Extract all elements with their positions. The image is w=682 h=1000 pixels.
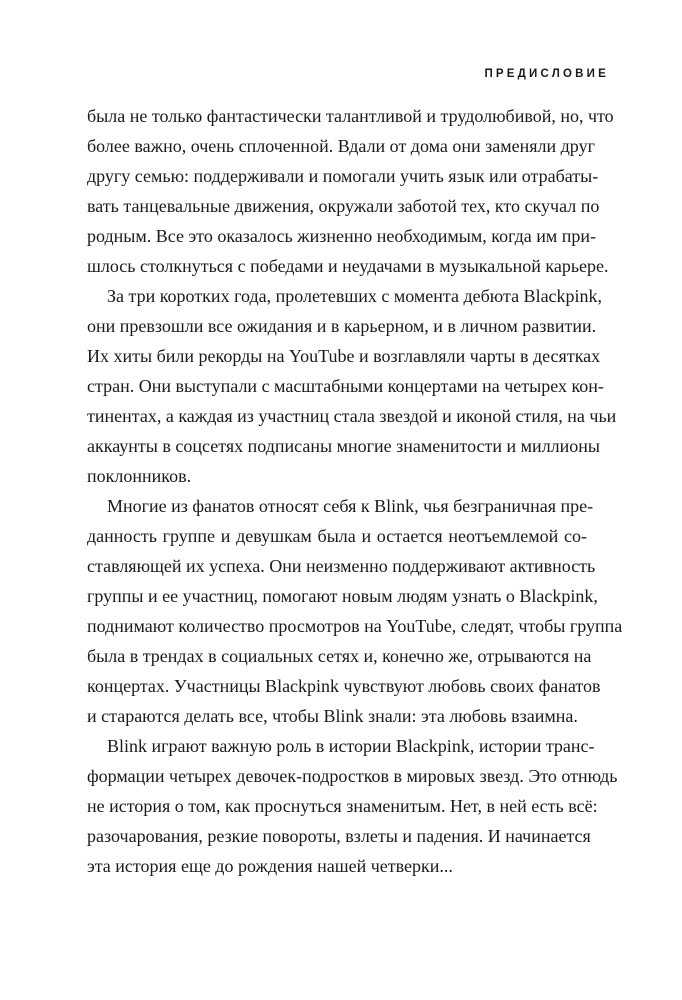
text-line: разочарования, резкие повороты, взлеты и падения. И начинается xyxy=(87,826,591,846)
text-line: данность группе и девушкам была и остается неотъемлемой со- xyxy=(87,526,587,546)
text-line: поднимают количество просмотров на YouTube, следят, чтобы группа xyxy=(87,616,623,636)
paragraph xyxy=(87,101,614,281)
text-line: группы и ее участниц, помогают новым людям узнать о Blackpink, xyxy=(87,586,598,606)
text-line: аккаунты в соцсетях подписаны многие знаменитости и миллионы xyxy=(87,436,601,456)
text-line: другу семью: поддерживали и помогали учить язык или отрабаты- xyxy=(87,166,599,186)
text-line: они превзошли все ожидания и в карьерном, и в личном развитии. xyxy=(87,316,597,336)
body-text xyxy=(87,101,623,881)
text-line: и стараются делать все, чтобы Blink знали: эта любовь взаимна. xyxy=(87,706,578,726)
running-header: ПРЕДИСЛОВИЕ xyxy=(484,68,609,80)
text-line: ставляющей их успеха. Они неизменно поддерживают активность xyxy=(87,556,596,576)
text-line: поклонников. xyxy=(87,466,192,486)
text-line: более важно, очень сплоченной. Вдали от дома они заменяли друг xyxy=(87,136,595,156)
text-line: не история о том, как проснуться знаменитым. Нет, в ней есть всё: xyxy=(87,796,598,816)
text-line: вать танцевальные движения, окружали заботой тех, кто скучал по xyxy=(87,196,600,216)
text-line: Blink играют важную роль в истории Blackpink, истории транс- xyxy=(107,736,595,756)
text-line: эта история еще до рождения нашей четверки... xyxy=(87,856,453,876)
text-line: была в трендах в социальных сетях и, конечно же, отрываются на xyxy=(87,646,592,666)
paragraph xyxy=(87,491,623,731)
text-line: формации четырех девочек-подростков в мировых звезд. Это отнюдь xyxy=(87,766,618,786)
text-line: концертах. Участницы Blackpink чувствуют любовь своих фанатов xyxy=(87,676,601,696)
text-line: Их хиты били рекорды на YouTube и возглавляли чарты в десятках xyxy=(87,346,601,366)
text-line: была не только фантастически талантливой и трудолюбивой, но, что xyxy=(87,106,614,126)
paragraph xyxy=(87,281,617,491)
text-line: тинентах, а каждая из участниц стала звездой и иконой стиля, на чьи xyxy=(87,406,617,426)
text-line: За три коротких года, пролетевших с момента дебюта Blackpink, xyxy=(107,286,603,306)
text-line: Многие из фанатов относят себя к Blink, чья безграничная пре- xyxy=(107,496,594,516)
text-line: родным. Все это оказалось жизненно необходимым, когда им при- xyxy=(87,226,597,246)
paragraph xyxy=(87,731,618,881)
text-line: стран. Они выступали с масштабными концертами на четырех кон- xyxy=(87,376,604,396)
text-line: шлось столкнуться с победами и неудачами в музыкальной карьере. xyxy=(87,256,609,276)
